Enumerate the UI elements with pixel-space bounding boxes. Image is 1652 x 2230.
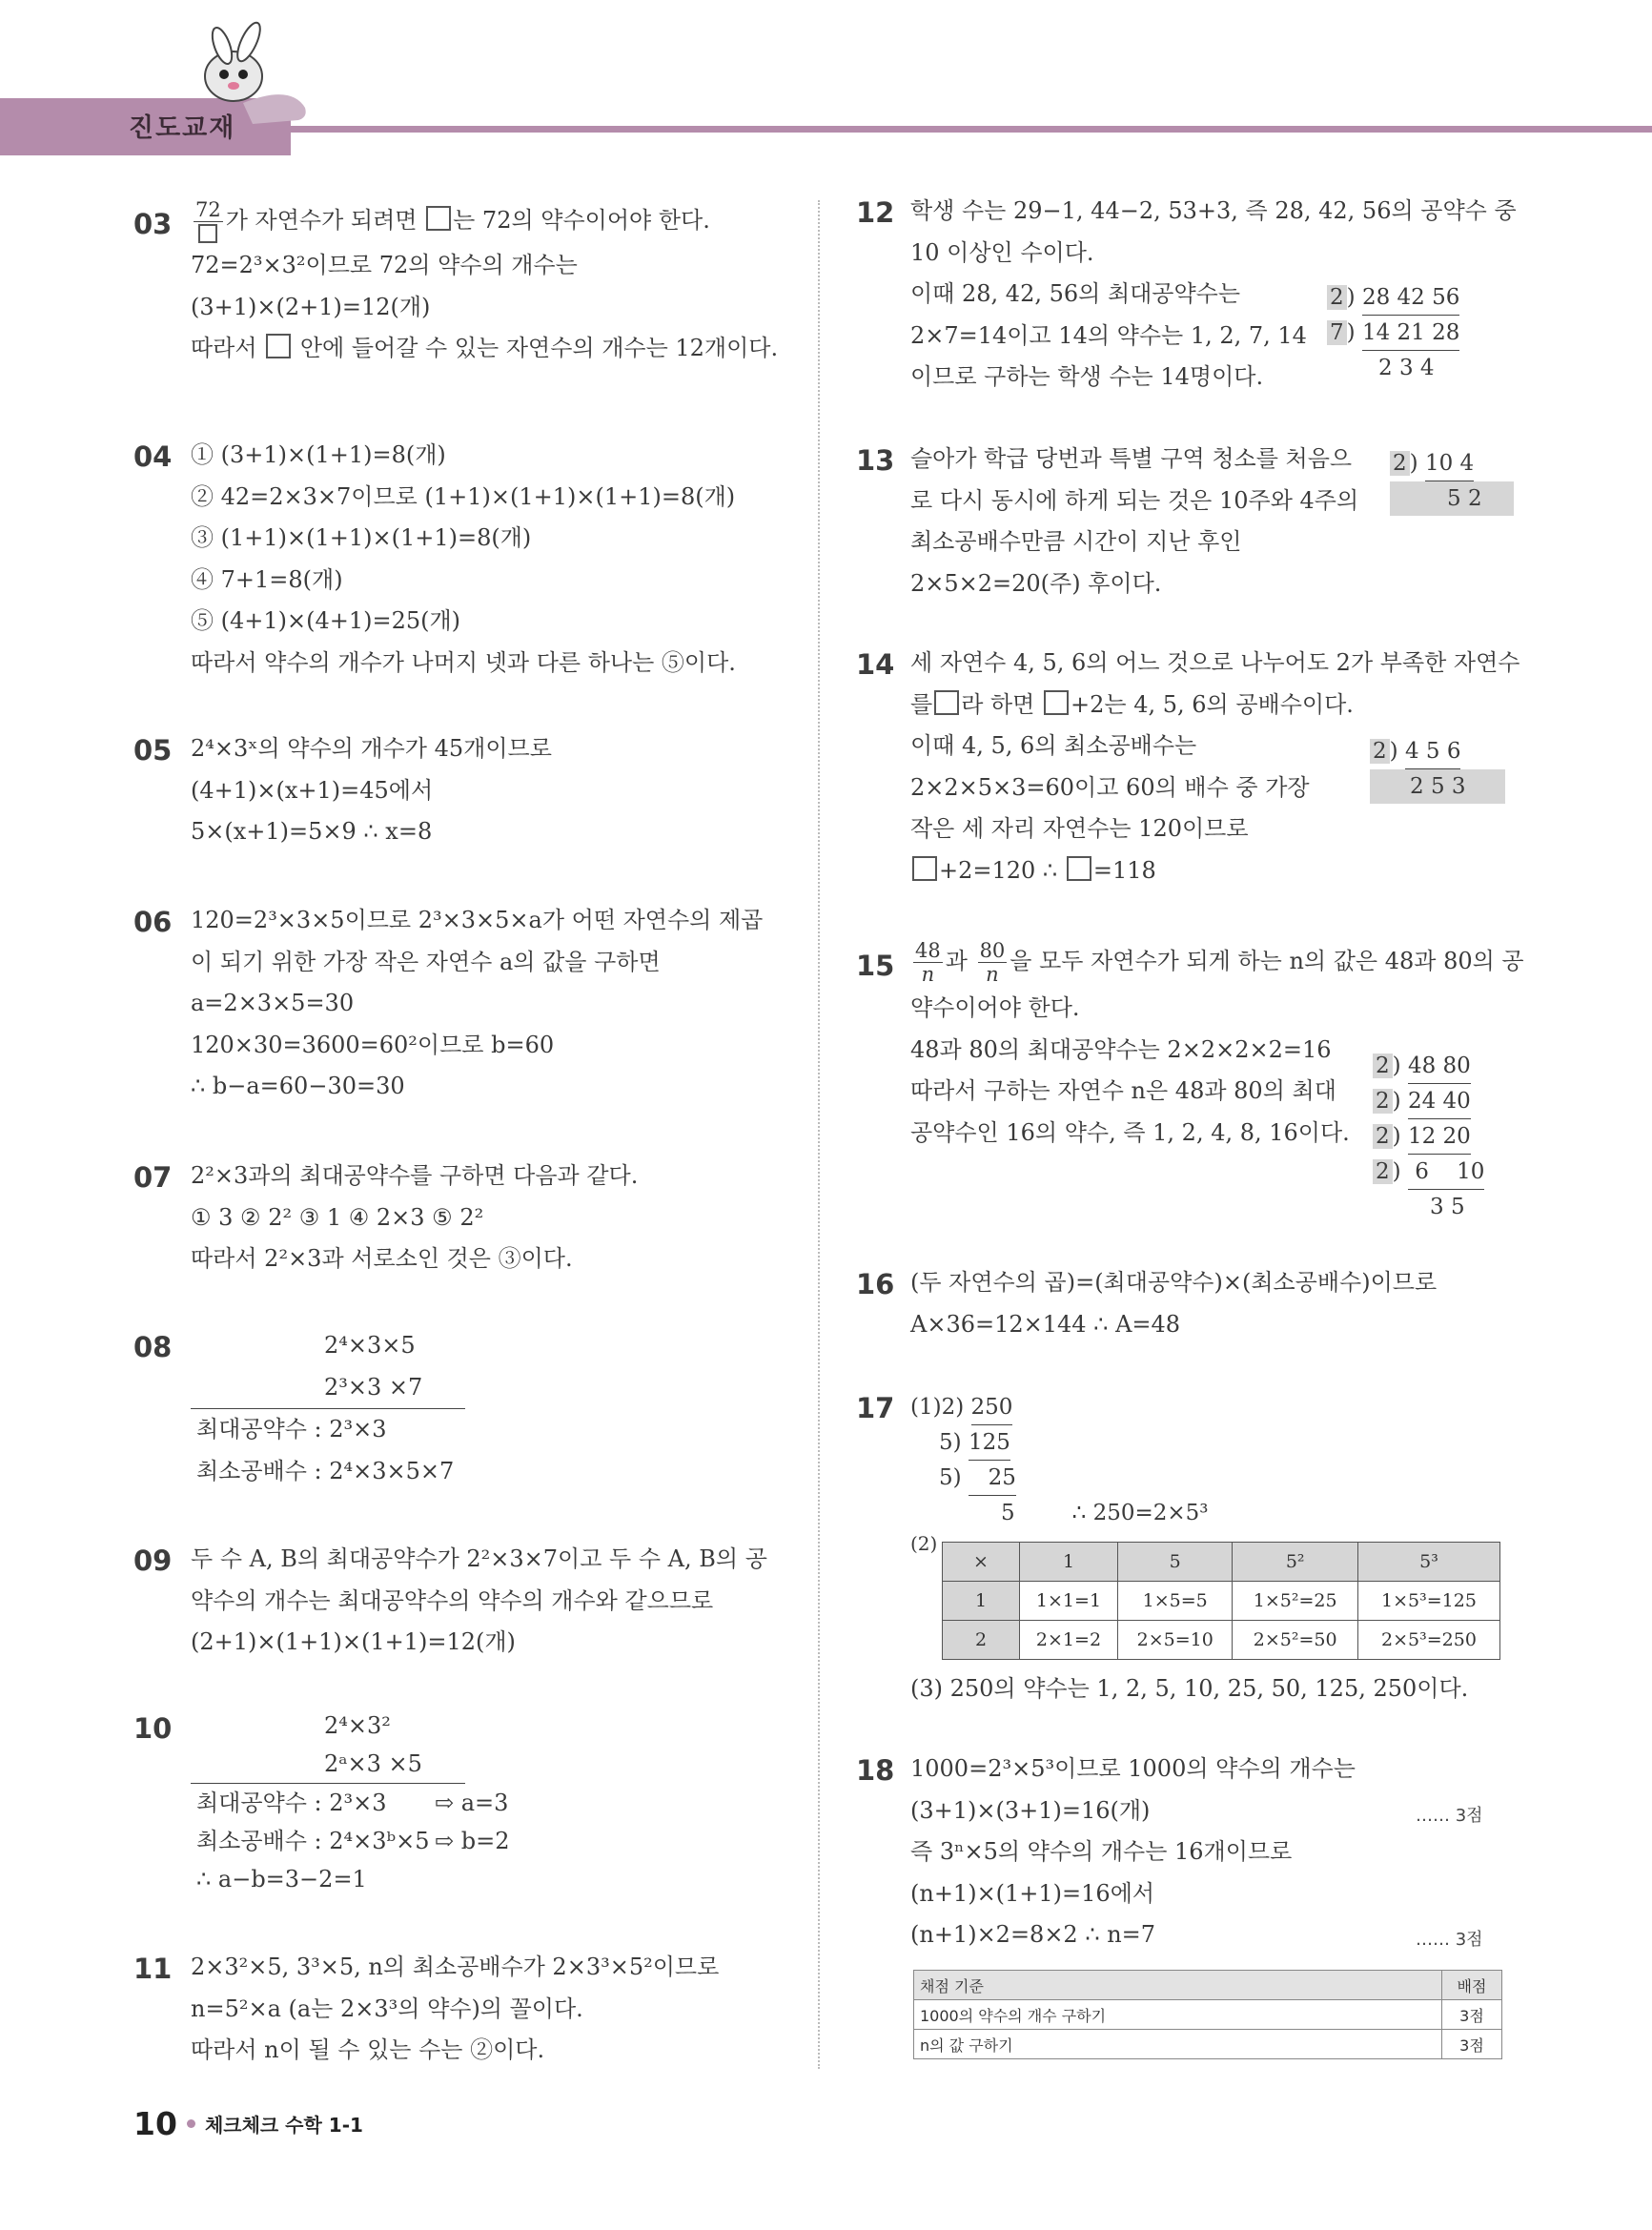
problem-03 (191, 198, 778, 370)
line: 따라서 약수의 개수가 나머지 넷과 다른 하나는 ⑤이다. (191, 648, 736, 676)
table-cell: 2×1=2 (1020, 1621, 1118, 1660)
line: (3+1)×(3+1)=16(개) (910, 1796, 1151, 1824)
page-footer (133, 2105, 363, 2142)
header-label: 진도교재 (129, 113, 236, 143)
values: 5 (1001, 1501, 1015, 1525)
blank-box (426, 206, 451, 231)
problem-number: 15 (856, 950, 895, 982)
line: 2⁴×3×5 (324, 1332, 416, 1359)
part-label: (2) (910, 1532, 938, 1555)
line: 2⁴×3ˣ의 약수의 개수가 45개이므로 (191, 735, 552, 762)
line: ③ (1+1)×(1+1)×(1+1)=8(개) (191, 524, 532, 551)
text: 최대공약수 : 2³×3 (196, 1790, 387, 1816)
divisor: 2 (1370, 739, 1390, 764)
line: 2³×3 ×7 (191, 1367, 465, 1410)
line: 로 다시 동시에 하게 되는 것은 10주와 4주의 (910, 486, 1359, 514)
line: (n+1)×(1+1)=16에서 (910, 1879, 1155, 1907)
blank-box (1067, 856, 1091, 881)
points-label: …… 3점 (1416, 1806, 1483, 1826)
values: 6 10 (1408, 1155, 1484, 1190)
line: 학생 수는 29−1, 44−2, 53+3, 즉 28, 42, 56의 공약수 중 (910, 197, 1517, 224)
line: ∴ a−b=3−2=1 (196, 1866, 367, 1892)
line: 2×7=14이고 14의 약수는 1, 2, 7, 14 (910, 321, 1307, 349)
page-number: 10 (133, 2105, 177, 2142)
line: ⑤ (4+1)×(4+1)=25(개) (191, 607, 461, 634)
table-cell: 배점 (1442, 1971, 1502, 2000)
line: 이 되기 위한 가장 작은 자연수 a의 값을 구하면 (191, 948, 661, 975)
book-title: 체크체크 수학 1-1 (204, 2114, 363, 2137)
line (910, 850, 1520, 892)
divisor: 2 (1327, 285, 1347, 310)
values: 25 (969, 1461, 1016, 1496)
problem-09 (191, 1539, 767, 1664)
ladder-row: 2 ) 48 80 (1373, 1049, 1484, 1084)
line: 2²×3과의 최대공약수를 구하면 다음과 같다. (191, 1162, 639, 1189)
table-cell: 1000의 약수의 개수 구하기 (914, 2000, 1442, 2030)
problem-number: 12 (856, 196, 895, 229)
problem-number: 17 (856, 1392, 895, 1424)
blank-box (1044, 690, 1069, 715)
table-cell: 1×5³=125 (1357, 1582, 1499, 1621)
problem-number: 16 (856, 1268, 895, 1300)
values: 12 20 (1408, 1119, 1471, 1155)
ladder-row: 2 3 4 (1378, 356, 1435, 380)
ladder-row: 7 ) 14 21 28 (1327, 316, 1459, 351)
line: 이므로 구하는 학생 수는 14명이다. (910, 363, 1264, 390)
text: ⇨ a=3 (435, 1790, 509, 1816)
values: 4 5 6 (1405, 734, 1461, 769)
divisor: 2 (1373, 1124, 1393, 1149)
table-cell: 3점 (1442, 2030, 1502, 2059)
table-cell: 2×5²=50 (1233, 1621, 1358, 1660)
divisor: 2 (1373, 1159, 1393, 1184)
table-cell: n의 값 구하기 (914, 2030, 1442, 2059)
problem-number: 09 (133, 1545, 173, 1577)
text: 는 72의 약수이어야 한다. (453, 207, 710, 234)
text: 따라서 (191, 335, 257, 361)
table-cell: 채점 기준 (914, 1971, 1442, 2000)
line (191, 1822, 509, 1860)
text: =118 (1092, 856, 1156, 884)
line: n=5²×a (a는 2×3³의 약수)의 꼴이다. (191, 1995, 583, 2022)
line: ① 3 ② 2² ③ 1 ④ 2×3 ⑤ 2² (191, 1203, 484, 1231)
values: 125 (969, 1425, 1010, 1461)
text: +2=120 ∴ (939, 856, 1058, 884)
table-cell: 2×5=10 (1117, 1621, 1232, 1660)
line: A×36=12×144 ∴ A=48 (910, 1310, 1181, 1338)
fraction (194, 198, 223, 245)
values: 28 42 56 (1362, 280, 1459, 316)
line (910, 685, 1520, 726)
blank-box (198, 224, 217, 243)
problem-07 (191, 1156, 638, 1280)
problem-06 (191, 900, 763, 1108)
problem-number: 08 (133, 1331, 173, 1363)
table-cell: 5² (1233, 1543, 1358, 1582)
line: 두 수 A, B의 최대공약수가 2²×3×7이고 두 수 A, B의 공 (191, 1545, 767, 1572)
text: 안에 들어갈 수 있는 자연수의 개수는 12개이다. (299, 335, 779, 361)
numerator: 72 (195, 198, 221, 221)
divisor-table (942, 1542, 1500, 1660)
divisor: 5 (939, 1465, 953, 1490)
text: 과 (945, 948, 968, 974)
problem-13 (910, 439, 1358, 604)
ladder-row: 2 ) 24 40 (1373, 1084, 1484, 1119)
text: ⇨ b=2 (435, 1828, 510, 1854)
line: ④ 7+1=8(개) (191, 565, 343, 593)
line: 2ᵃ×3 ×5 (191, 1745, 465, 1784)
divisor: 5 (939, 1430, 953, 1455)
divisor: 2 (1373, 1089, 1393, 1114)
line: 5×(x+1)=5×9 ∴ x=8 (191, 818, 433, 845)
line: 2×2×5×3=60이고 60의 배수 중 가장 (910, 773, 1310, 801)
line: 최대공약수 : 2³×3 (196, 1416, 387, 1442)
table-cell: 1×1=1 (1020, 1582, 1118, 1621)
header-rule (291, 126, 1652, 133)
line (191, 198, 778, 245)
denominator: n (986, 963, 999, 986)
table-row (914, 2000, 1502, 2030)
ladder-row (910, 1496, 1209, 1530)
fraction (978, 939, 1008, 986)
table-cell: × (943, 1543, 1020, 1582)
line: 1000=2³×5³이므로 1000의 약수의 개수는 (910, 1755, 1356, 1782)
problem-10 (191, 1707, 509, 1898)
table-cell: 1 (1020, 1543, 1118, 1582)
ladder-row: 5) 25 (910, 1461, 1209, 1496)
line: 따라서 n이 될 수 있는 수는 ②이다. (191, 2036, 545, 2063)
values: 14 21 28 (1362, 316, 1459, 351)
column-divider (818, 200, 820, 2069)
division-ladder (1327, 280, 1459, 385)
ladder-row: (1)2) 250 (910, 1390, 1209, 1425)
values: 10 4 (1425, 446, 1474, 481)
line: 72=2³×3²이므로 72의 약수의 개수는 (191, 252, 578, 278)
ladder-row: 2 ) 12 20 (1373, 1119, 1484, 1155)
ladder-row: 2 ) 6 10 (1373, 1155, 1484, 1190)
line (191, 1784, 509, 1822)
line: (3+1)×(2+1)=12(개) (191, 293, 431, 320)
line: 약수이어야 한다. (910, 994, 1080, 1021)
problem-number: 04 (133, 440, 173, 473)
denominator: n (921, 963, 935, 986)
line: 120×30=3600=60²이므로 b=60 (191, 1031, 555, 1058)
result: ∴ 250=2×5³ (1071, 1501, 1209, 1525)
line: 최소공배수 : 2⁴×3×5×7 (196, 1457, 455, 1484)
line: (두 자연수의 곱)=(최대공약수)×(최소공배수)이므로 (910, 1269, 1438, 1296)
problem-16 (910, 1262, 1437, 1345)
line: 슬아가 학급 당번과 특별 구역 청소를 처음으 (910, 445, 1353, 472)
line: ① (3+1)×(1+1)=8(개) (191, 441, 446, 468)
table-cell: 2×5³=250 (1357, 1621, 1499, 1660)
values: 48 80 (1408, 1049, 1471, 1084)
bullet-icon (187, 2119, 195, 2128)
problem-11 (191, 1947, 719, 2072)
line: (n+1)×2=8×2 ∴ n=7 (910, 1921, 1156, 1948)
blank-box (934, 690, 959, 715)
table-header-row (914, 1971, 1502, 2000)
line: 이때 4, 5, 6의 최소공배수는 (910, 732, 1197, 759)
table-cell: 3점 (1442, 2000, 1502, 2030)
problem-number: 05 (133, 734, 173, 767)
problem-08 (191, 1325, 465, 1492)
line: 따라서 구하는 자연수 n은 48과 80의 최대 (910, 1077, 1336, 1104)
line: 따라서 2²×3과 서로소인 것은 ③이다. (191, 1245, 573, 1272)
part-label: (1) (910, 1395, 942, 1420)
line: 공약수인 16의 약수, 즉 1, 2, 4, 8, 16이다. (910, 1118, 1350, 1146)
problem-number: 11 (133, 1953, 173, 1985)
blank-box (266, 334, 291, 358)
ladder-row: 2 5 3 (1370, 769, 1505, 804)
scoring-table (913, 1970, 1502, 2059)
table-row (914, 2030, 1502, 2059)
points-label: …… 3점 (1416, 1930, 1483, 1950)
table-cell: 1×5²=25 (1233, 1582, 1358, 1621)
values: 250 (971, 1390, 1013, 1425)
table-header-row (943, 1543, 1500, 1582)
table-cell: 5³ (1357, 1543, 1499, 1582)
problem-number: 07 (133, 1161, 173, 1194)
problem-number: 10 (133, 1712, 173, 1745)
ladder-row: 5) 125 (910, 1425, 1209, 1461)
divisor: 2 (1390, 451, 1410, 476)
divisor: 7 (1327, 320, 1347, 345)
line: 2⁴×3² (324, 1712, 391, 1739)
text: +2는 4, 5, 6의 공배수이다. (1071, 690, 1354, 718)
text: 를 (910, 690, 933, 718)
line: 즉 3ⁿ×5의 약수의 개수는 16개이므로 (910, 1838, 1293, 1865)
line: 최소공배수만큼 시간이 지난 후인 (910, 528, 1242, 555)
division-ladder (1390, 446, 1514, 516)
divisor: 2 (1373, 1054, 1393, 1078)
problem-number: 13 (856, 444, 895, 477)
table-cell: 1 (943, 1582, 1020, 1621)
line: (2+1)×(1+1)×(1+1)=12(개) (191, 1628, 516, 1655)
line (191, 328, 778, 370)
ladder-row: 5 2 (1390, 481, 1514, 516)
line: (3) 250의 약수는 1, 2, 5, 10, 25, 50, 125, 250이다. (910, 1675, 1469, 1702)
rabbit-mascot-icon (186, 17, 310, 127)
table-cell: 2 (943, 1621, 1020, 1660)
divisor: 2 (941, 1395, 956, 1420)
table-row (943, 1621, 1500, 1660)
text: 최소공배수 : 2⁴×3ᵇ×5 (196, 1828, 430, 1854)
line: ② 42=2×3×7이므로 (1+1)×(1+1)×(1+1)=8(개) (191, 482, 736, 510)
numerator: 48 (915, 939, 941, 962)
problem-number: 18 (856, 1754, 895, 1787)
text: 가 자연수가 되려면 (225, 207, 418, 234)
table-cell: 1×5=5 (1117, 1582, 1232, 1621)
denominator (194, 222, 223, 245)
line: 2×5×2=20(주) 후이다. (910, 569, 1162, 597)
line: (4+1)×(x+1)=45에서 (191, 776, 434, 804)
line: 120=2³×3×5이므로 2³×3×5×a가 어떤 자연수의 제곱 (191, 907, 764, 933)
fraction (913, 939, 943, 986)
division-ladder (1373, 1049, 1484, 1224)
line: 10 이상인 수이다. (910, 238, 1094, 266)
division-ladder (1370, 734, 1505, 804)
problem-number: 03 (133, 208, 173, 240)
table-row (943, 1582, 1500, 1621)
text: 라 하면 (961, 690, 1035, 718)
numerator: 80 (979, 939, 1006, 962)
ladder-row: 3 5 (1430, 1195, 1465, 1219)
ladder-row: 2 ) 10 4 (1390, 446, 1514, 481)
line: 2×3²×5, 3³×5, n의 최소공배수가 2×3³×5²이므로 (191, 1954, 720, 1980)
problem-18 (910, 1749, 1356, 1956)
line: 이때 28, 42, 56의 최대공약수는 (910, 280, 1241, 307)
text: 을 모두 자연수가 되게 하는 n의 값은 48과 80의 공 (1010, 948, 1524, 974)
problem-number: 06 (133, 906, 173, 938)
ladder-row: 2 ) 28 42 56 (1327, 280, 1459, 316)
line: ∴ b−a=60−30=30 (191, 1073, 405, 1099)
problem-04 (191, 435, 736, 684)
ladder-row: 2 ) 4 5 6 (1370, 734, 1505, 769)
line: 약수의 개수는 최대공약수의 약수의 개수와 같으므로 (191, 1586, 714, 1614)
line (910, 934, 1524, 988)
line: 작은 세 자리 자연수는 120이므로 (910, 815, 1249, 842)
problem-number: 14 (856, 648, 895, 681)
table-cell: 5 (1117, 1543, 1232, 1582)
prime-factorization (910, 1390, 1209, 1530)
blank-box (912, 856, 937, 881)
line: 48과 80의 최대공약수는 2×2×2×2=16 (910, 1035, 1332, 1063)
values: 24 40 (1408, 1084, 1471, 1119)
line: a=2×3×5=30 (191, 990, 355, 1016)
line: 세 자연수 4, 5, 6의 어느 것으로 나누어도 2가 부족한 자연수 (910, 649, 1520, 676)
problem-05 (191, 728, 552, 853)
